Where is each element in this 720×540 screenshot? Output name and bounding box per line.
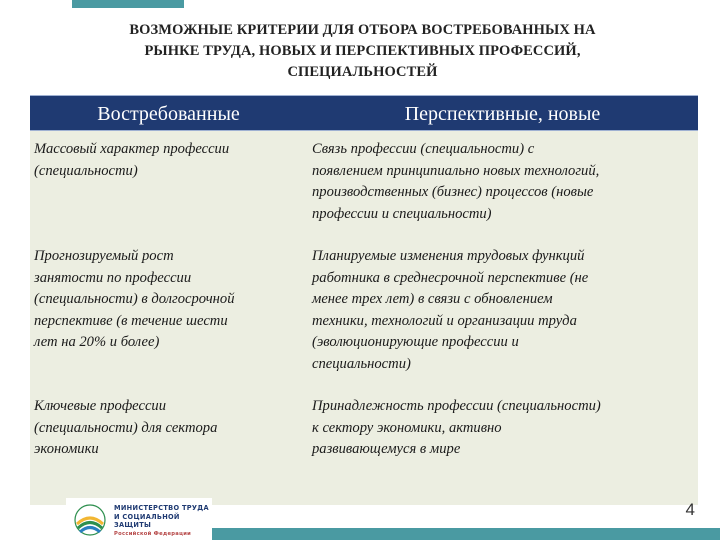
ministry-logo-text: [114, 504, 214, 538]
top-accent-bar: [72, 0, 184, 8]
table-header: [30, 95, 698, 131]
text-line: (специальности) для сектора: [34, 419, 218, 436]
ministry-logo: [66, 498, 212, 540]
logo-line: Российской Федерации: [114, 530, 192, 537]
logo-line: И СОЦИАЛЬНОЙ ЗАЩИТЫ: [114, 512, 180, 530]
text-line: техники, технологий и организации труда: [312, 312, 577, 329]
text-line: Планируемые изменения трудовых функций: [312, 248, 585, 264]
text-line: развивающемуся в мире: [312, 441, 461, 458]
row-2-promising-cell: [312, 246, 698, 376]
text-line: занятости по профессии: [34, 269, 192, 286]
title-line-2: РЫНКЕ ТРУДА, НОВЫХ И ПЕРСПЕКТИВНЫХ ПРОФЕССИЙ,: [144, 43, 581, 59]
text-line: появлением принципиально новых технологий,: [312, 162, 600, 179]
text-line: перспективе (в течение шести: [34, 312, 228, 329]
text-line: работника в среднесрочной перспективе (не: [312, 269, 589, 286]
title-line-1: ВОЗМОЖНЫЕ КРИТЕРИИ ДЛЯ ОТБОРА ВОСТРЕБОВАННЫХ НА: [129, 22, 596, 38]
row-1-promising-cell: [312, 139, 698, 225]
logo-line: МИНИСТЕРСТВО ТРУДА: [114, 504, 209, 512]
text-line: профессии и специальности): [312, 205, 492, 222]
text-line: производственных (бизнес) процессов (новые: [312, 184, 594, 201]
row-3-demanded-cell: [34, 396, 306, 461]
text-line: к сектору экономики, активно: [312, 419, 502, 436]
row-2-demanded-cell: [34, 246, 306, 354]
text-line: Прогнозируемый рост: [34, 248, 174, 264]
header-demanded: Востребованные: [97, 103, 240, 125]
text-line: Принадлежность профессии (специальности): [312, 398, 601, 414]
page-number: 4: [685, 500, 695, 519]
header-promising: Перспективные, новые: [404, 103, 601, 125]
row-1-demanded-cell: [34, 139, 306, 182]
ministry-emblem-icon: [70, 503, 110, 537]
text-line: (эволюционирующие профессии и: [312, 334, 519, 351]
row-3-promising-cell: [312, 396, 698, 461]
text-line: экономики: [34, 441, 99, 458]
text-line: (специальности) в долгосрочной: [34, 291, 235, 308]
text-line: менее трех лет) в связи с обновлением: [312, 291, 553, 308]
text-line: Связь профессии (специальности) с: [312, 141, 535, 157]
slide-title: [40, 20, 685, 83]
text-line: Массовый характер профессии: [34, 141, 230, 157]
bottom-accent-bar: [212, 528, 720, 540]
criteria-table: [30, 95, 698, 505]
text-line: Ключевые профессии: [34, 398, 167, 414]
text-line: (специальности): [34, 162, 138, 179]
text-line: специальности): [312, 355, 411, 372]
title-line-3: СПЕЦИАЛЬНОСТЕЙ: [287, 64, 438, 80]
text-line: лет на 20% и более): [34, 334, 160, 351]
